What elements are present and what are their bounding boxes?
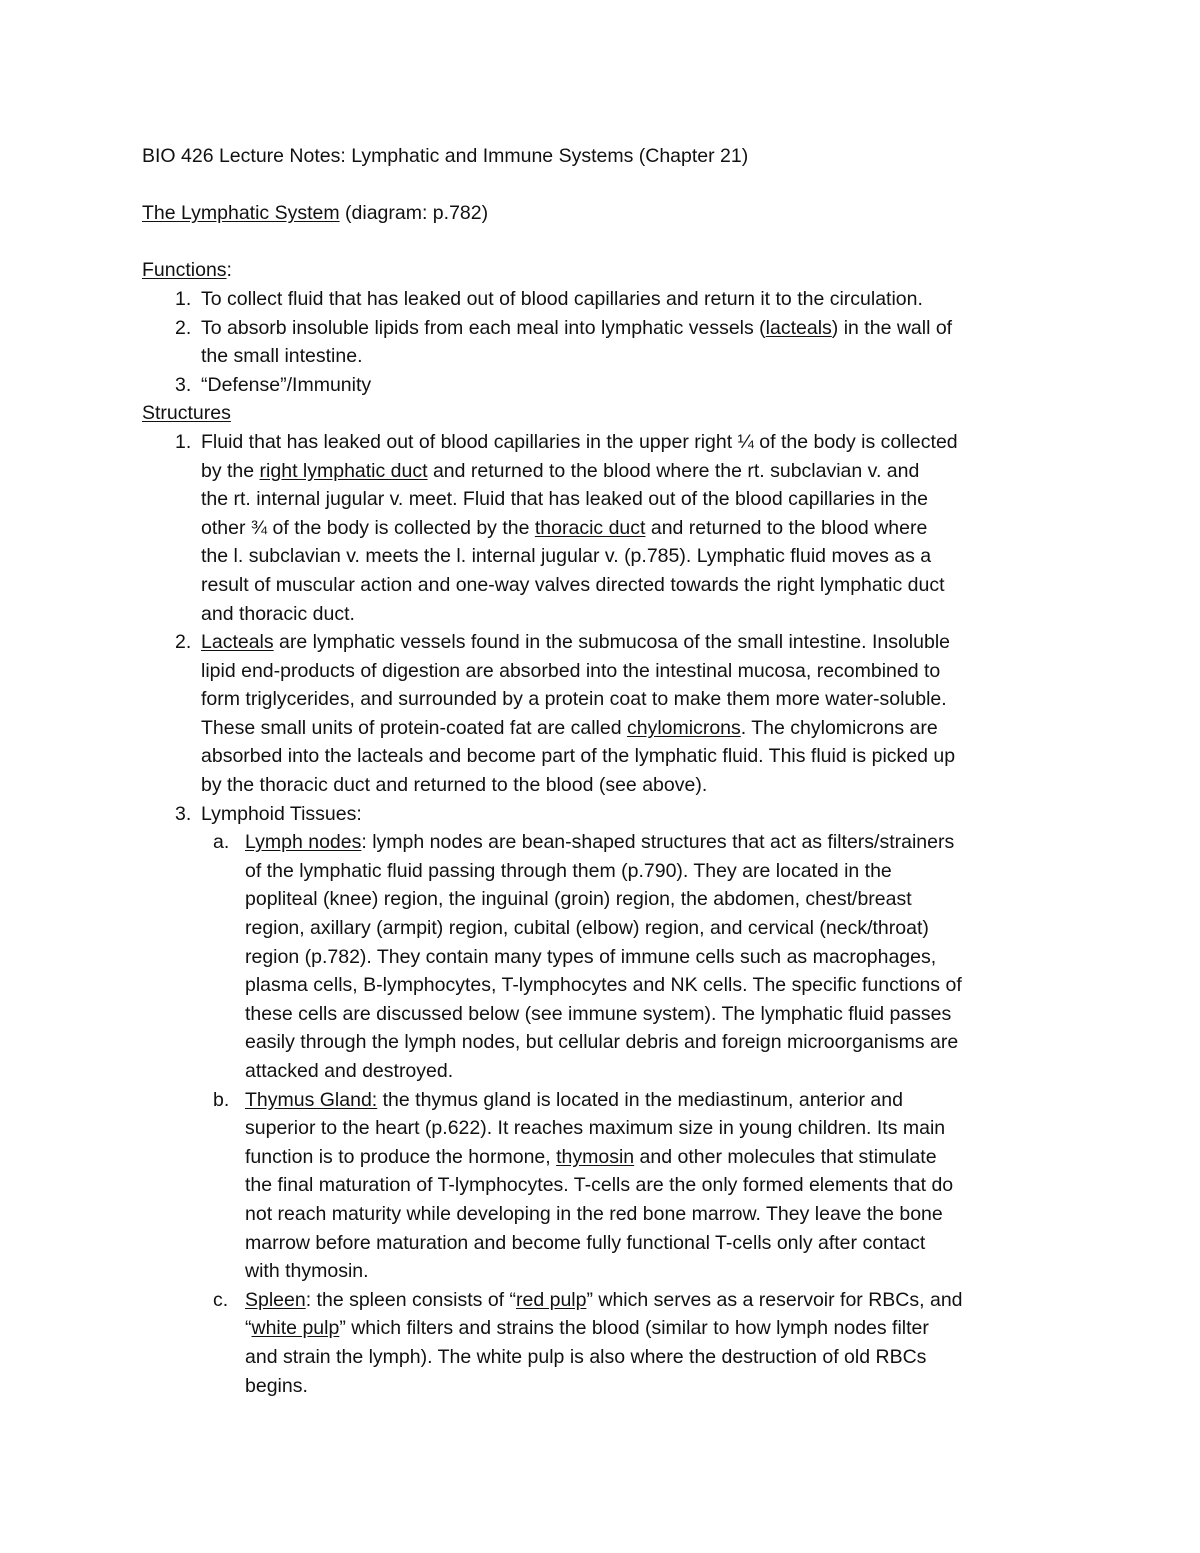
sublist-item-body	[245, 828, 1065, 1085]
list-number: 2.	[175, 631, 192, 654]
text-run: These small units of protein-coated fat are called	[201, 716, 627, 739]
text-run: . The chylomicrons are	[740, 716, 938, 739]
list-item-body	[201, 314, 1061, 371]
sublist-item-lymph-nodes	[213, 828, 1072, 1085]
text-run: ” which serves as a reservoir for RBCs, and	[586, 1288, 963, 1311]
term-lacteals: lacteals	[765, 316, 832, 339]
spacer	[142, 171, 1072, 200]
list-item-text: the l. subclavian v. meets the l. internal jugular v. (p.785). Lymphatic fluid moves as a	[201, 545, 932, 568]
list-item-text: the rt. internal jugular v. meet. Fluid that has leaked out of the blood capillaries in the	[201, 488, 928, 511]
text-run: by the	[201, 459, 260, 482]
term-white-pulp: white pulp	[251, 1317, 340, 1340]
list-item-text: Lymphoid Tissues:	[201, 802, 362, 825]
text-run: function is to produce the hormone,	[245, 1145, 557, 1168]
sublist-item-thymus-gland	[213, 1086, 1072, 1286]
list-item-text: superior to the heart (p.622). It reaches maximum size in young children. Its main	[245, 1117, 946, 1140]
text-run: To absorb insoluble lipids from each meal into lymphatic vessels (	[201, 316, 766, 339]
list-item-text: these cells are discussed below (see immune system). The lymphatic fluid passes	[245, 1002, 952, 1025]
sublist-item-body	[245, 1086, 1065, 1286]
list-item-text: Fluid that has leaked out of blood capillaries in the upper right ¼ of the body is collected	[201, 430, 958, 453]
text-run: and returned to the blood where the rt. subclavian v. and	[427, 459, 920, 482]
list-item-text	[245, 1086, 1065, 1115]
structures-item-1	[142, 428, 1072, 628]
list-item-text: absorbed into the lacteals and become part of the lymphatic fluid. This fluid is picked up	[201, 745, 956, 768]
text-run: and returned to the blood where	[645, 516, 928, 539]
functions-heading-label: Functions	[142, 259, 227, 282]
text-run: ” which filters and strains the blood (similar to how lymph nodes filter	[339, 1317, 929, 1340]
list-item-body	[201, 371, 1061, 400]
list-number: 1.	[175, 430, 192, 453]
list-item-text: by the thoracic duct and returned to the blood (see above).	[201, 774, 708, 797]
list-item-text: “Defense”/Immunity	[201, 373, 372, 396]
list-item-text: with thymosin.	[245, 1260, 369, 1283]
list-number: 3.	[175, 373, 192, 396]
list-item-text: popliteal (knee) region, the inguinal (groin) region, the abdomen, chest/breast	[245, 888, 912, 911]
section-heading-underlined: The Lymphatic System	[142, 202, 340, 225]
list-item-body	[201, 428, 1061, 628]
list-item-text: the final maturation of T-lymphocytes. T-cells are the only formed elements that do	[245, 1174, 954, 1197]
term-right-lymphatic-duct: right lymphatic duct	[259, 459, 428, 482]
list-item-text	[201, 628, 1061, 657]
list-item-text: region, axillary (armpit) region, cubital (elbow) region, and cervical (neck/throat)	[245, 917, 929, 940]
list-item-text: the small intestine.	[201, 345, 363, 368]
term-thymosin: thymosin	[556, 1145, 635, 1168]
list-item-text: marrow before maturation and become fully functional T-cells only after contact	[245, 1231, 926, 1254]
text-run: ) in the wall of	[831, 316, 953, 339]
structures-heading-label: Structures	[142, 402, 231, 425]
list-item-text: region (p.782). They contain many types of immune cells such as macrophages,	[245, 945, 937, 968]
page-title: BIO 426 Lecture Notes: Lymphatic and Immune Systems (Chapter 21)	[142, 145, 749, 167]
sublist-item-body	[245, 1286, 1065, 1400]
list-item-text: result of muscular action and one-way valves directed towards the right lymphatic duct	[201, 573, 945, 596]
text-run: and other molecules that stimulate	[634, 1145, 937, 1168]
text-run: : the spleen consists of “	[305, 1288, 516, 1311]
sublist-letter: c.	[213, 1288, 229, 1311]
functions-heading	[142, 256, 1072, 285]
list-item-text: and thoracic duct.	[201, 602, 355, 625]
text-run: the thymus gland is located in the mediastinum, anterior and	[377, 1088, 903, 1111]
list-item-text: of the lymphatic fluid passing through them (p.790). They are located in the	[245, 859, 892, 882]
structures-item-2	[142, 628, 1072, 800]
list-item-text: and strain the lymph). The white pulp is also where the destruction of old RBCs	[245, 1345, 927, 1368]
list-item-text: plasma cells, B-lymphocytes, T-lymphocytes and NK cells. The specific functions of	[245, 974, 962, 997]
text-run: other ¾ of the body is collected by the	[201, 516, 535, 539]
list-item-text: begins.	[245, 1374, 308, 1397]
term-thoracic-duct: thoracic duct	[534, 516, 646, 539]
list-item-text: form triglycerides, and surrounded by a protein coat to make them more water-soluble.	[201, 688, 947, 711]
sublist-letter: b.	[213, 1088, 230, 1111]
functions-item-3	[142, 371, 1072, 400]
list-number: 2.	[175, 316, 192, 339]
section-heading	[142, 199, 1072, 228]
list-item-text: attacked and destroyed.	[245, 1060, 454, 1082]
term-lymph-nodes: Lymph nodes	[245, 831, 362, 854]
text-run: “	[245, 1317, 252, 1340]
list-item-text: easily through the lymph nodes, but cellular debris and foreign microorganisms are	[245, 1031, 959, 1054]
section-heading-diagram-ref: (diagram: p.782)	[339, 202, 489, 225]
list-item-text: not reach maturity while developing in the red bone marrow. They leave the bone	[245, 1202, 943, 1225]
structures-item-3	[142, 800, 1072, 829]
sublist-letter: a.	[213, 831, 230, 854]
list-item-text	[201, 314, 1061, 343]
list-item-text	[201, 714, 1061, 743]
list-item-text	[201, 514, 1061, 543]
term-chylomicrons: chylomicrons	[626, 716, 741, 739]
text-run: are lymphatic vessels found in the submucosa of the small intestine. Insoluble	[273, 631, 950, 654]
list-item-text	[245, 1143, 1065, 1172]
sublist-item-spleen	[213, 1286, 1072, 1400]
list-item-text: To collect fluid that has leaked out of blood capillaries and return it to the circulation.	[201, 287, 923, 310]
functions-heading-colon: :	[226, 259, 232, 282]
functions-item-2	[142, 314, 1072, 371]
text-run: : lymph nodes are bean-shaped structures that act as filters/strainers	[361, 831, 955, 854]
list-item-text	[245, 1314, 1065, 1343]
list-item-text	[245, 828, 1065, 857]
structures-heading	[142, 399, 1072, 428]
term-red-pulp: red pulp	[516, 1288, 587, 1311]
list-item-text: lipid end-products of digestion are absorbed into the intestinal mucosa, recombined to	[201, 659, 941, 682]
list-number: 3.	[175, 802, 192, 825]
list-item-text	[201, 457, 1061, 486]
term-spleen: Spleen	[245, 1288, 306, 1311]
functions-item-1	[142, 285, 1072, 314]
list-item-body	[201, 285, 1061, 314]
document-content	[142, 142, 1072, 1400]
list-item-text	[245, 1286, 1065, 1315]
list-item-body	[201, 628, 1061, 800]
term-thymus-gland: Thymus Gland:	[245, 1088, 378, 1111]
list-item-body	[201, 800, 1061, 829]
list-number: 1.	[175, 287, 192, 310]
term-lacteals: Lacteals	[201, 631, 274, 654]
spacer	[142, 228, 1072, 257]
